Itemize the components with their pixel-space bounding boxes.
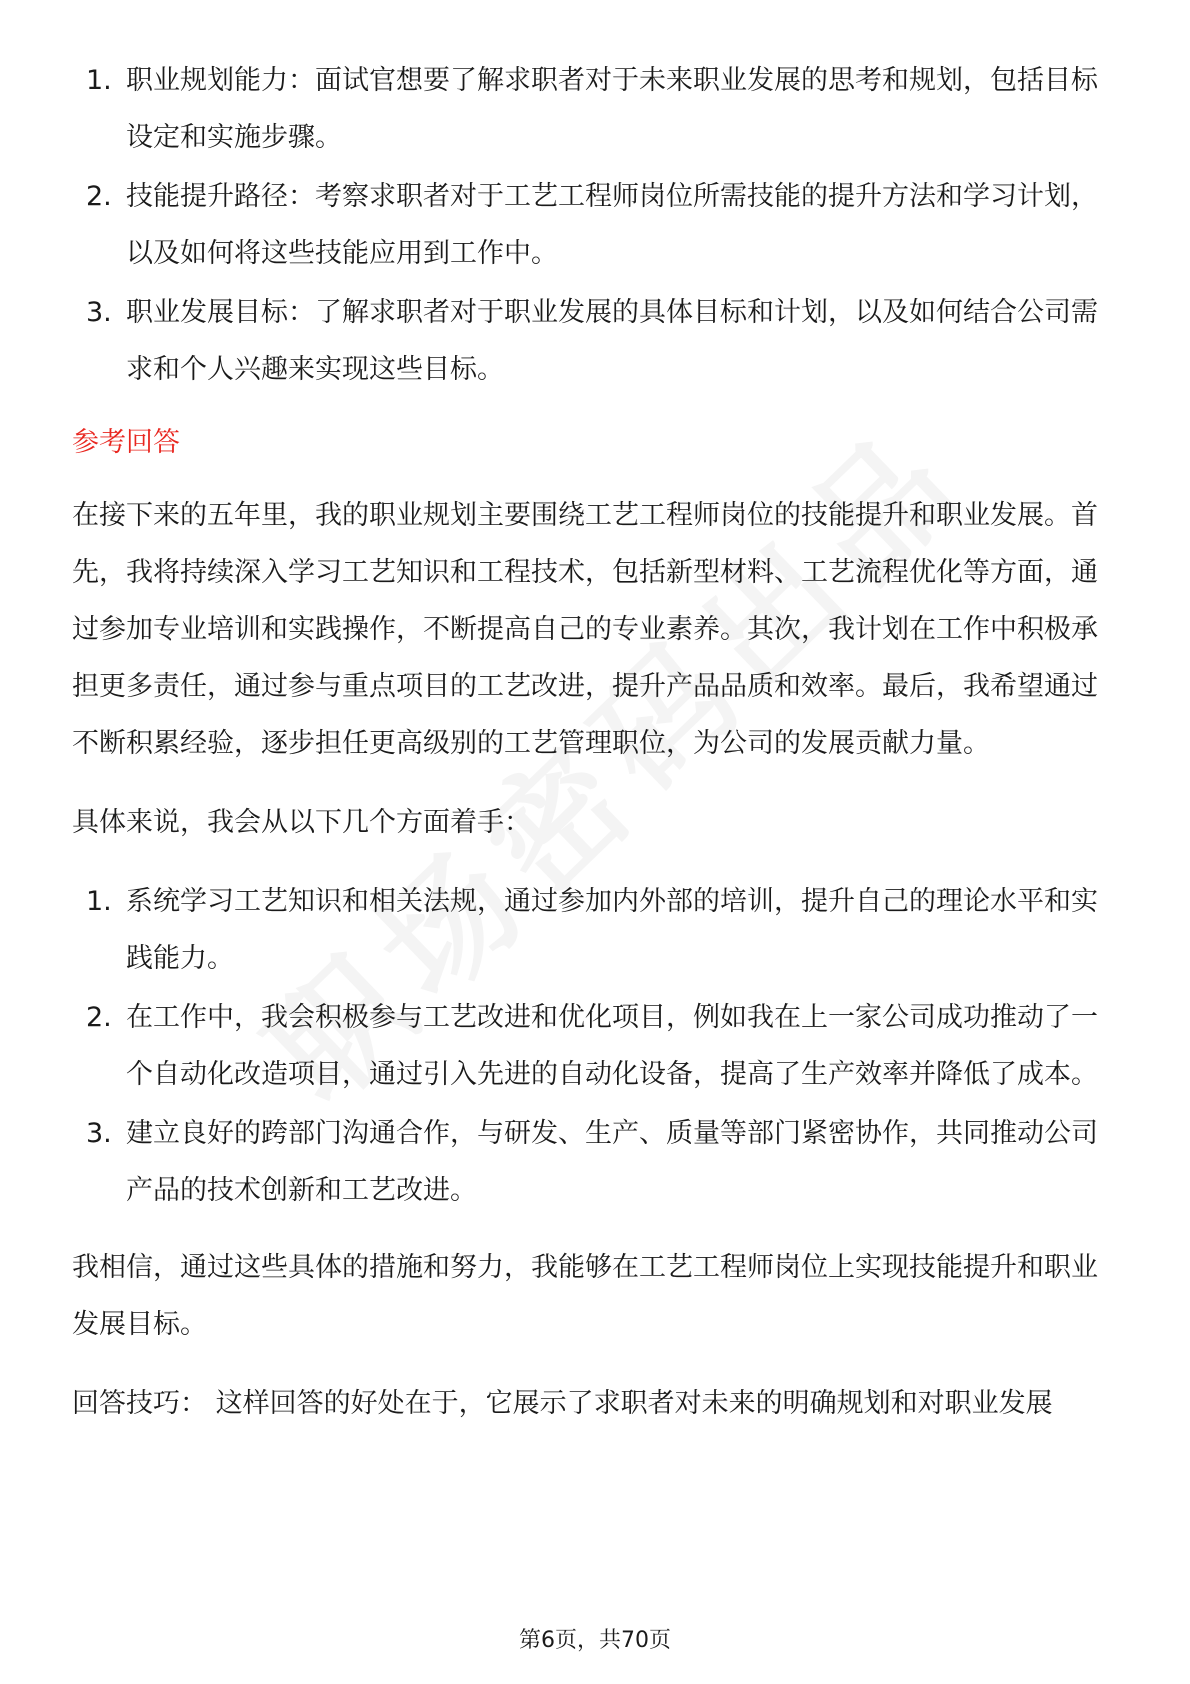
answer-paragraph: 在接下来的五年里，我的职业规划主要围绕工艺工程师岗位的技能提升和职业发展。首先，我将持续深入学习工艺知识和工程技术，包括新型材料、工艺流程优化等方面，通过参加专业培训和实践操作，不断提高自己的专业素养。其次，我计划在工作中积极承担更多责任，通过参与重点项目的工艺改进，提升产品品质和效率。最后，我希望通过不断积累经验，逐步担任更高级别的工艺管理职位，为公司的发展贡献力量。 bbox=[72, 500, 1098, 759]
list-item bbox=[72, 873, 1122, 987]
list-item bbox=[72, 168, 1122, 282]
list-item-text: 建立良好的跨部门沟通合作，与研发、生产、质量等部门紧密协作，共同推动公司产品的技术创新和工艺改进。 bbox=[126, 1118, 1098, 1206]
list-item bbox=[72, 52, 1122, 166]
conclusion-paragraph: 我相信，通过这些具体的措施和努力，我能够在工艺工程师岗位上实现技能提升和职业发展目标。 bbox=[72, 1252, 1098, 1340]
list-item bbox=[72, 1105, 1122, 1219]
list-item-text: 在工作中，我会积极参与工艺改进和优化项目，例如我在上一家公司成功推动了一个自动化改造项目，通过引入先进的自动化设备，提高了生产效率并降低了成本。 bbox=[126, 1002, 1098, 1090]
list-number: 1. bbox=[86, 65, 112, 96]
intro-paragraph: 具体来说，我会从以下几个方面着手： bbox=[72, 807, 531, 838]
page-content bbox=[72, 52, 1122, 1454]
section-title: 参考回答 bbox=[72, 427, 180, 458]
list-number: 2. bbox=[86, 181, 112, 212]
action-steps-list bbox=[72, 873, 1122, 1219]
list-item-text: 职业规划能力：面试官想要了解求职者对于未来职业发展的思考和规划，包括目标设定和实施步骤。 bbox=[126, 65, 1098, 153]
list-item-text: 技能提升路径：考察求职者对于工艺工程师岗位所需技能的提升方法和学习计划，以及如何将这些技能应用到工作中。 bbox=[126, 181, 1098, 269]
evaluation-points-list bbox=[72, 52, 1122, 398]
list-item bbox=[72, 989, 1122, 1103]
list-number: 3. bbox=[86, 297, 112, 328]
list-item-text: 职业发展目标：了解求职者对于职业发展的具体目标和计划，以及如何结合公司需求和个人兴趣来实现这些目标。 bbox=[126, 297, 1098, 385]
list-item-text: 系统学习工艺知识和相关法规，通过参加内外部的培训，提升自己的理论水平和实践能力。 bbox=[126, 886, 1098, 974]
list-number: 3. bbox=[86, 1118, 112, 1149]
page-number-footer: 第6页，共70页 bbox=[519, 1628, 671, 1653]
list-number: 1. bbox=[86, 886, 112, 917]
list-item bbox=[72, 284, 1122, 398]
tips-paragraph: 回答技巧： 这样回答的好处在于，它展示了求职者对未来的明确规划和对职业发展 bbox=[72, 1388, 1053, 1419]
list-number: 2. bbox=[86, 1002, 112, 1033]
